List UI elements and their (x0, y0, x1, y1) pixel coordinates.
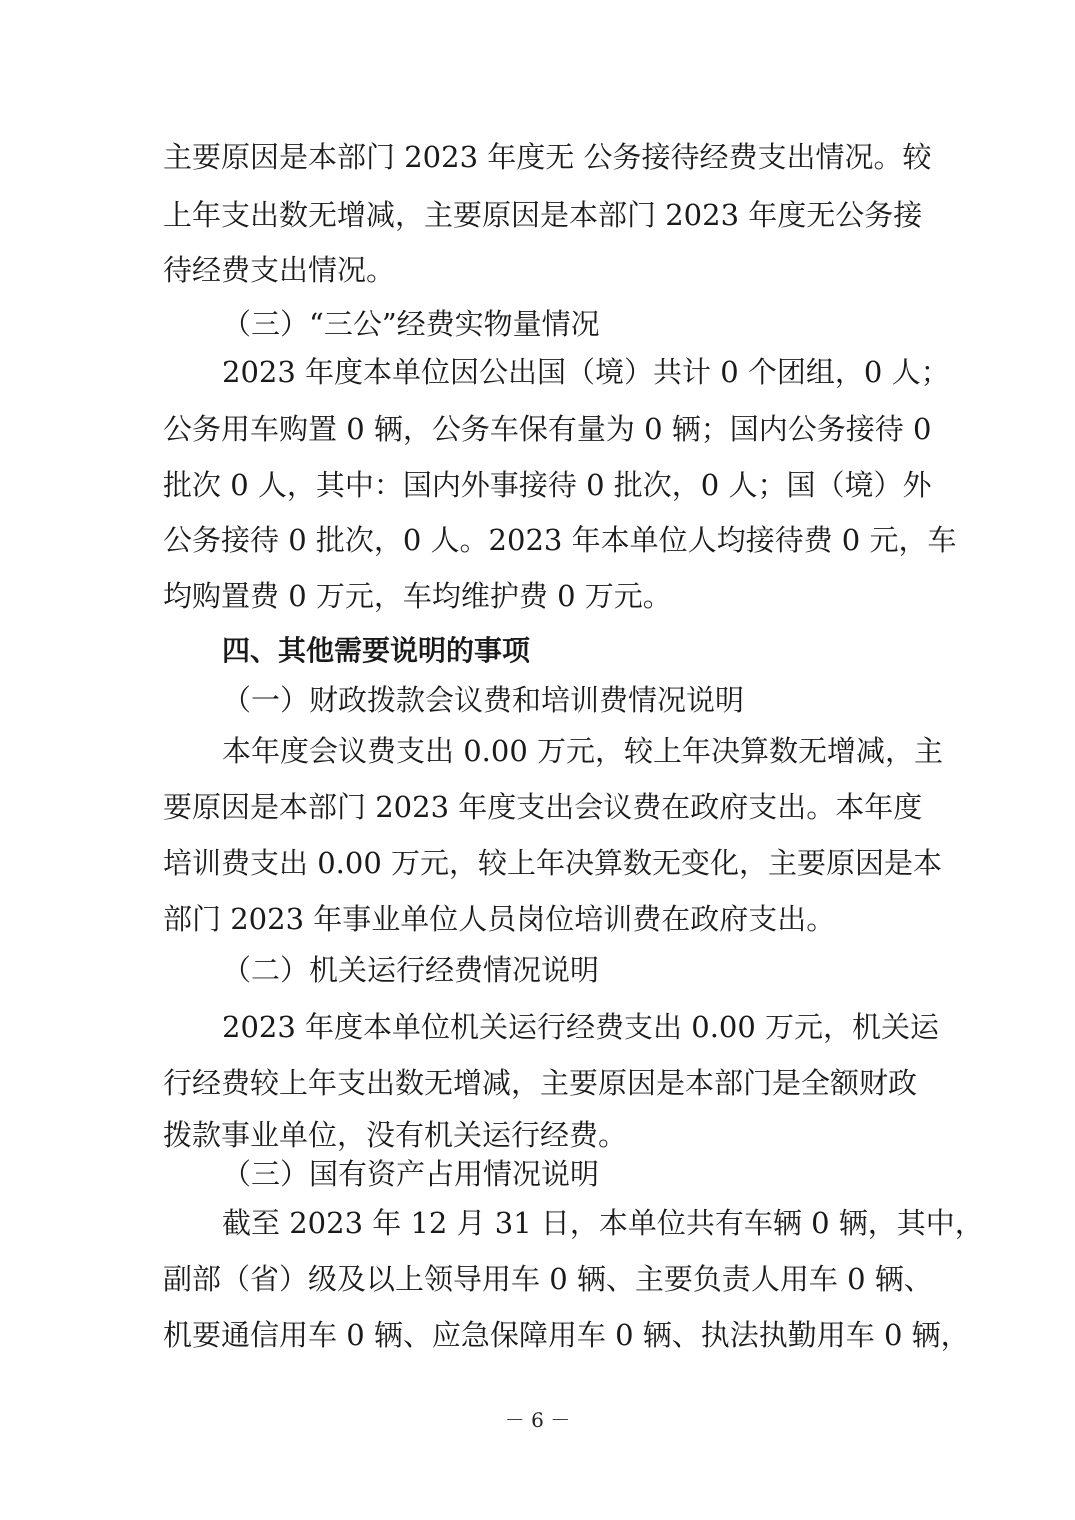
subsection-heading-state-assets: （三）国有资产占用情况说明 (222, 1157, 600, 1191)
body-text-line: 均购置费 0 万元，车均维护费 0 万元。 (163, 579, 672, 613)
body-text-line: 副部（省）级及以上领导用车 0 辆、主要负责人用车 0 辆、 (163, 1262, 933, 1296)
section-heading-other-matters: 四、其他需要说明的事项 (222, 634, 531, 667)
body-text-line: 机要通信用车 0 辆、应急保障用车 0 辆、执法执勤用车 0 辆， (163, 1318, 970, 1352)
body-text-line: 行经费较上年支出数无增减，主要原因是本部门是全额财政 (163, 1066, 918, 1100)
body-text-line: 批次 0 人，其中：国内外事接待 0 批次，0 人；国（境）外 (163, 468, 932, 502)
subsection-heading-meeting-training: （一）财政拨款会议费和培训费情况说明 (222, 683, 745, 717)
body-text-line: 待经费支出情况。 (163, 253, 396, 287)
section-heading-sangong-physical: （三）“三公”经费实物量情况 (222, 307, 600, 341)
body-text-line: 主要原因是本部门 2023 年度无 公务接待经费支出情况。较 (163, 140, 932, 174)
page-number: － 6 － (504, 1408, 571, 1432)
subsection-heading-operating-expenses: （二）机关运行经费情况说明 (222, 953, 600, 987)
body-text-line: 截至 2023 年 12 月 31 日，本单位共有车辆 0 辆，其中， (222, 1206, 984, 1240)
body-text-line: 2023 年度本单位因公出国（境）共计 0 个团组，0 人； (222, 355, 950, 389)
body-text-line: 培训费支出 0.00 万元，较上年决算数无变化，主要原因是本 (163, 846, 943, 880)
body-text-line: 要原因是本部门 2023 年度支出会议费在政府支出。本年度 (163, 790, 923, 824)
body-text-line: 部门 2023 年事业单位人员岗位培训费在政府支出。 (163, 902, 836, 936)
body-text-line: 公务用车购置 0 辆，公务车保有量为 0 辆；国内公务接待 0 (163, 412, 932, 446)
body-text-line: 本年度会议费支出 0.00 万元，较上年决算数无增减，主 (222, 734, 944, 768)
body-text-line: 2023 年度本单位机关运行经费支出 0.00 万元，机关运 (222, 1010, 940, 1044)
body-text-line: 公务接待 0 批次，0 人。2023 年本单位人均接待费 0 元，车 (163, 523, 957, 557)
body-text-line: 拨款事业单位，没有机关运行经费。 (163, 1118, 628, 1152)
body-text-line: 上年支出数无增减，主要原因是本部门 2023 年度无公务接 (163, 198, 923, 232)
